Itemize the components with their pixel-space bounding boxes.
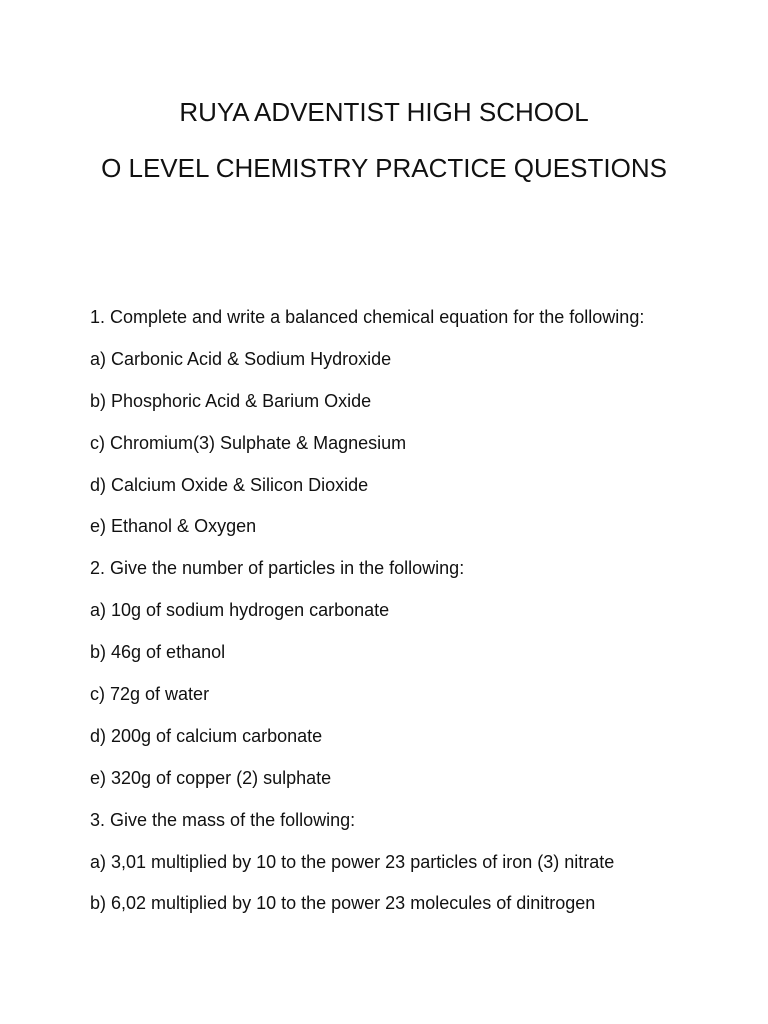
question-3a: a) 3,01 multiplied by 10 to the power 23 particles of iron (3) nitrate [90, 851, 615, 872]
question-1d: d) Calcium Oxide & Silicon Dioxide [90, 474, 369, 495]
question-3b: b) 6,02 multiplied by 10 to the power 23 molecules of dinitrogen [90, 893, 596, 914]
question-2d: d) 200g of calcium carbonate [90, 725, 323, 746]
question-list [90, 306, 750, 934]
question-1b: b) Phosphoric Acid & Barium Oxide [90, 390, 372, 411]
school-title: RUYA ADVENTIST HIGH SCHOOL [179, 97, 589, 127]
question-1a: a) Carbonic Acid & Sodium Hydroxide [90, 348, 392, 369]
subject-title: O LEVEL CHEMISTRY PRACTICE QUESTIONS [101, 153, 667, 183]
question-2c: c) 72g of water [90, 684, 210, 705]
question-2e: e) 320g of copper (2) sulphate [90, 767, 332, 788]
question-1c: c) Chromium(3) Sulphate & Magnesium [90, 432, 407, 453]
question-2a: a) 10g of sodium hydrogen carbonate [90, 600, 390, 621]
question-3-heading: 3. Give the mass of the following: [90, 809, 356, 830]
question-2b: b) 46g of ethanol [90, 642, 226, 663]
question-1-heading: 1. Complete and write a balanced chemical equation for the following: [90, 307, 645, 327]
question-2-heading: 2. Give the number of particles in the following: [90, 558, 465, 579]
question-1e: e) Ethanol & Oxygen [90, 516, 257, 537]
